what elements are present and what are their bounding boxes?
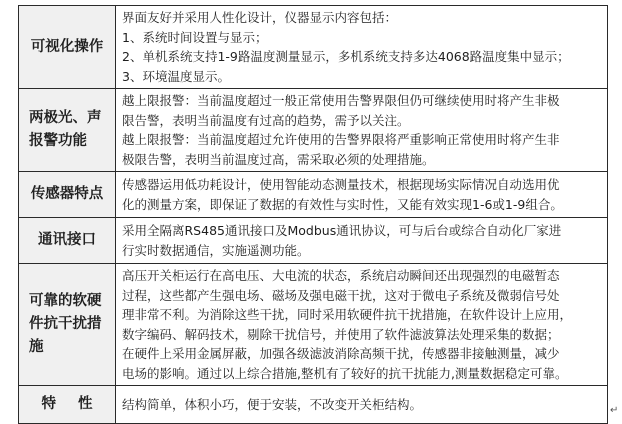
content-line: 越上限报警：当前温度超过一般正常使用告警界限但仍可继续使用时将产生非极 — [122, 93, 560, 108]
label-line: 施 — [29, 339, 44, 355]
table-row-comm-interface — [19, 218, 608, 264]
content-line: 化的测量方案，即保证了数据的有效性与实时性，又能有效实现1-6或1-9组合。 — [122, 196, 563, 212]
label-line: 两极光、声 — [29, 110, 102, 126]
row-label-anti-interference — [19, 264, 116, 386]
content-line: 1、系统时间设置与显示； — [122, 29, 268, 45]
row-content-anti-interference — [116, 264, 608, 386]
row-label-alarm-function — [19, 89, 116, 172]
row-content-sensor-features — [116, 172, 608, 218]
content-line: 越上限报警：当前温度超过允许使用的告警界限将严重影响正常使用时将产生非 — [122, 132, 560, 147]
spec-table — [18, 5, 608, 424]
row-label-characteristics: 特性 — [19, 386, 116, 424]
content-line: 结构简单，体积小巧，便于安装，不改变开关柜结构。 — [122, 396, 423, 412]
table-row-anti-interference — [19, 264, 608, 386]
content-line: 限告警，表明当前温度有过高的趋势，需予以关注。 — [122, 112, 410, 128]
content-line: 极限告警，表明当前温度过高，需采取必须的处理措施。 — [122, 151, 435, 167]
row-label-comm-interface: 通讯接口 — [19, 218, 116, 264]
content-line: 行实时数据通信，实施遥测功能。 — [122, 242, 310, 258]
content-line: 高压开关柜运行在高电压、大电流的状态，系统启动瞬间还出现强烈的电磁暂态 — [122, 268, 560, 283]
content-line: 在硬件上采用金属屏蔽，加强各级滤波消除高频干扰，传感器非接触测量，减少 — [122, 346, 560, 361]
table-row-sensor-features — [19, 172, 608, 218]
row-content-characteristics — [116, 386, 608, 424]
content-line: 界面友好并采用人性化设计，仪器显示内容包括： — [122, 10, 398, 25]
content-line: 采用全隔离RS485通讯接口及Modbus通讯协议，可与后台或综合自动化厂家进 — [122, 223, 562, 238]
table-row-characteristics — [19, 386, 608, 424]
row-label-sensor-features: 传感器特点 — [19, 172, 116, 218]
label-line: 可靠的软硬 — [29, 293, 102, 309]
table-row-visual-operation — [19, 6, 608, 89]
row-content-comm-interface — [116, 218, 608, 264]
content-line: 电场的影响。通过以上综合措施,整机有了较好的抗干扰能力,测量数据稳定可靠。 — [122, 365, 568, 381]
row-label-visual-operation: 可视化操作 — [19, 6, 116, 89]
table-row-alarm-function — [19, 89, 608, 172]
content-line: 2、单机系统支持1-9路温度测量显示，多机系统支持多达4068路温度集中显示； — [122, 49, 570, 64]
label-line: 报警功能 — [29, 133, 87, 149]
content-line: 数字编码、解码技术，剔除干扰信号，并使用了软件滤波算法处理采集的数据； — [122, 326, 560, 342]
row-content-visual-operation — [116, 6, 608, 89]
row-content-alarm-function — [116, 89, 608, 172]
content-line: 过程，这些都产生强电场、磁场及强电磁干扰，这对于微电子系统及微弱信号处 — [122, 287, 560, 303]
content-line: 3、环境温度显示。 — [122, 68, 230, 84]
label-line: 件抗干扰措 — [29, 316, 102, 332]
content-line: 传感器运用低功耗设计，使用智能动态测量技术，根据现场实际情况自动选用优 — [122, 177, 560, 192]
content-line: 理非常不利。为消除这些干扰，同时采用软硬件抗干扰措施，在软件设计上应用， — [122, 307, 573, 322]
paragraph-return-mark: ↵ — [610, 405, 619, 416]
